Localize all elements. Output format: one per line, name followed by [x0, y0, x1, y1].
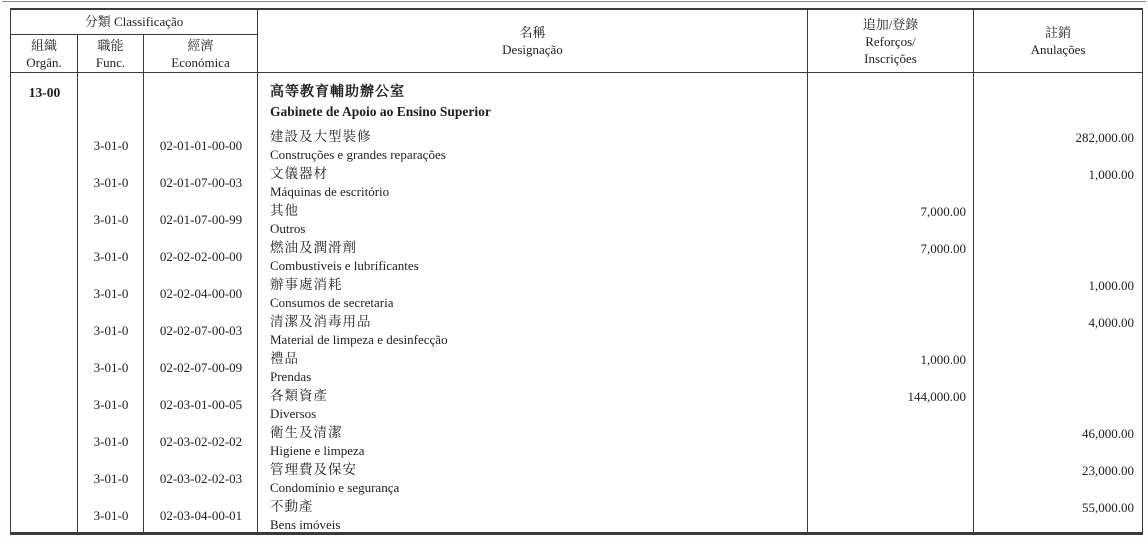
func-code-cell: 3-01-0	[93, 507, 129, 523]
anulacoes-amount: 1,000.00	[1088, 167, 1134, 182]
designation-pt: Bens imóveis	[270, 517, 341, 532]
anulacoes-amount: 23,000.00	[1082, 463, 1134, 478]
designation-pt: Prendas	[270, 369, 312, 384]
designation-cell	[258, 275, 808, 312]
designation-pt: Condomínio e segurança	[270, 480, 400, 495]
column-divider	[77, 73, 78, 534]
column-divider	[807, 73, 808, 534]
func-code-cell: 3-01-0	[93, 470, 129, 486]
econ-code-cell: 02-03-02-02-02	[159, 433, 243, 449]
group-name-pt: Gabinete de Apoio ao Ensino Superior	[270, 104, 491, 119]
header-designacao-zh: 名稱	[519, 25, 546, 40]
group-econ-cell	[144, 82, 258, 127]
designation-cell	[258, 386, 808, 423]
header-reforcos-pt2: Inscrições	[864, 50, 917, 66]
func-code-cell: 3-01-0	[93, 396, 129, 412]
designation-zh: 燃油及潤滑劑	[270, 240, 357, 255]
anulacoes-amount	[974, 201, 1142, 238]
designation-zh: 禮品	[270, 351, 299, 366]
designation-cell	[258, 238, 808, 275]
scan-edge-rule	[2, 1, 1146, 2]
designation-zh: 文儀器材	[270, 166, 328, 181]
econ-code-cell: 02-02-07-00-03	[159, 322, 243, 338]
organ-cell	[11, 164, 78, 201]
designation-zh: 建設及大型裝修	[270, 129, 372, 144]
reforcos-amount	[808, 460, 974, 497]
designation-cell	[258, 423, 808, 460]
reforcos-amount: 1,000.00	[920, 352, 966, 367]
organ-cell	[11, 423, 78, 460]
organ-cell	[11, 238, 78, 275]
column-divider	[973, 73, 974, 534]
anulacoes-amount	[974, 349, 1142, 386]
econ-code-cell: 02-02-07-00-09	[159, 359, 243, 375]
header-anulacoes	[974, 10, 1142, 72]
header-func-zh: 職能	[97, 37, 124, 53]
organ-cell	[11, 275, 78, 312]
anulacoes-amount: 4,000.00	[1088, 315, 1134, 330]
func-code-cell: 3-01-0	[93, 359, 129, 375]
designation-cell	[258, 164, 808, 201]
anulacoes-amount	[974, 238, 1142, 275]
econ-code-cell: 02-02-02-00-00	[159, 248, 243, 264]
header-designacao-pt: Designação	[502, 42, 563, 57]
group-func-cell	[78, 82, 144, 127]
func-code-cell: 3-01-0	[93, 322, 129, 338]
header-func-pt: Func.	[95, 54, 126, 70]
anulacoes-amount: 1,000.00	[1088, 278, 1134, 293]
header-organ-pt: Orgân.	[26, 54, 62, 70]
designation-pt: Combustíveis e lubrificantes	[270, 258, 419, 273]
reforcos-amount	[808, 164, 974, 201]
designation-pt: Higiene e limpeza	[270, 443, 365, 458]
column-divider	[143, 73, 144, 534]
designation-cell	[258, 201, 808, 238]
func-code-cell: 3-01-0	[93, 433, 129, 449]
designation-zh: 管理費及保安	[270, 462, 357, 477]
reforcos-amount	[808, 127, 974, 164]
reforcos-amount	[808, 423, 974, 460]
anulacoes-amount	[974, 386, 1142, 423]
econ-code-cell: 02-01-01-00-00	[159, 137, 243, 153]
designation-zh: 衛生及清潔	[270, 425, 343, 440]
header-anulacoes-zh: 註銷	[1044, 25, 1071, 40]
designation-zh: 不動產	[270, 499, 314, 514]
header-reforcos	[808, 10, 974, 72]
header-econ-pt: Económica	[171, 54, 230, 70]
reforcos-amount: 7,000.00	[920, 241, 966, 256]
header-reforcos-pt1: Reforços/	[865, 33, 916, 49]
budget-adjustment-table	[10, 8, 1143, 535]
func-code-cell: 3-01-0	[93, 137, 129, 153]
designation-pt: Construções e grandes reparações	[270, 147, 446, 162]
header-classification	[11, 10, 258, 35]
designation-pt: Material de limpeza e desinfecção	[270, 332, 448, 347]
designation-pt: Outros	[270, 221, 306, 236]
anulacoes-amount: 46,000.00	[1082, 426, 1134, 441]
designation-zh: 其他	[270, 203, 299, 218]
econ-code-cell: 02-02-04-00-00	[159, 285, 243, 301]
group-designation	[258, 82, 808, 127]
designation-zh: 各類資產	[270, 388, 328, 403]
reforcos-amount	[808, 312, 974, 349]
organ-cell	[11, 127, 78, 164]
econ-code-cell: 02-01-07-00-99	[159, 211, 243, 227]
designation-cell	[258, 127, 808, 164]
table-body	[11, 73, 1142, 534]
header-organ-zh: 組織	[30, 37, 57, 53]
organ-cell	[11, 386, 78, 423]
group-reforcos-cell	[808, 82, 974, 127]
anulacoes-amount: 55,000.00	[1082, 500, 1134, 515]
func-code-cell: 3-01-0	[93, 211, 129, 227]
column-divider	[257, 73, 258, 534]
func-code-cell: 3-01-0	[93, 248, 129, 264]
organ-cell	[11, 460, 78, 497]
organ-cell	[11, 201, 78, 238]
group-anulacoes-cell	[974, 82, 1142, 127]
header-designacao	[258, 10, 808, 72]
designation-zh: 辦事處消耗	[270, 277, 343, 292]
header-func	[78, 35, 144, 72]
header-econ	[144, 35, 258, 72]
group-organ-code: 13-00	[28, 85, 61, 100]
designation-cell	[258, 460, 808, 497]
group-name-zh: 高等教育輔助辦公室	[270, 85, 405, 100]
header-anulacoes-pt: Anulações	[1030, 42, 1086, 57]
econ-code-cell: 02-01-07-00-03	[159, 174, 243, 190]
designation-cell	[258, 497, 808, 534]
designation-pt: Diversos	[270, 406, 317, 421]
header-organ	[11, 35, 78, 72]
reforcos-amount	[808, 497, 974, 534]
func-code-cell: 3-01-0	[93, 174, 129, 190]
econ-code-cell: 02-03-02-02-03	[159, 470, 243, 486]
reforcos-amount: 144,000.00	[907, 389, 966, 404]
header-classification-label: 分類 Classificação	[84, 14, 184, 29]
designation-zh: 清潔及消毒用品	[270, 314, 372, 329]
designation-cell	[258, 349, 808, 386]
designation-pt: Consumos de secretaria	[270, 295, 394, 310]
reforcos-amount: 7,000.00	[920, 204, 966, 219]
organ-cell	[11, 497, 78, 534]
econ-code-cell: 02-03-04-00-01	[159, 507, 243, 523]
designation-cell	[258, 312, 808, 349]
reforcos-amount	[808, 275, 974, 312]
designation-pt: Máquinas de escritório	[270, 184, 390, 199]
func-code-cell: 3-01-0	[93, 285, 129, 301]
header-econ-zh: 經濟	[187, 37, 214, 53]
econ-code-cell: 02-03-01-00-05	[159, 396, 243, 412]
header-reforcos-zh: 追加/登錄	[862, 16, 919, 32]
anulacoes-amount: 282,000.00	[1075, 130, 1134, 145]
table-header	[11, 10, 1142, 73]
organ-cell	[11, 312, 78, 349]
organ-cell	[11, 349, 78, 386]
